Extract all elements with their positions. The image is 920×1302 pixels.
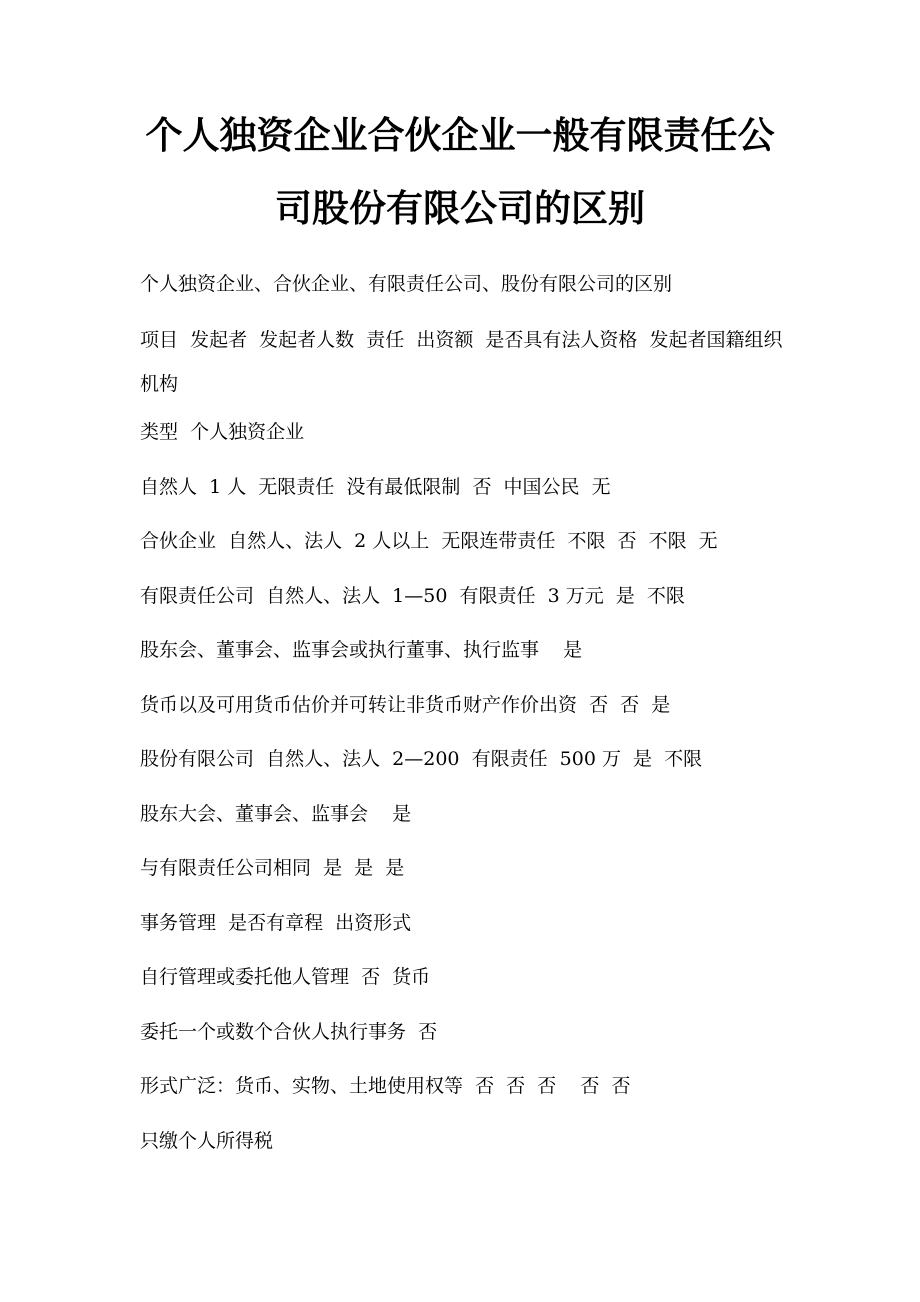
paragraph-llc-capital: 货币以及可用货币估价并可转让非货币财产作价出资 否 否 是 (140, 694, 671, 716)
paragraph-joint-stock-capital: 与有限责任公司相同 是 是 是 (140, 857, 405, 879)
paragraph-tax: 只缴个人所得税 (140, 1130, 274, 1152)
paragraph-partnership-management: 委托一个或数个合伙人执行事务 否 (140, 1021, 438, 1043)
document-title-line-2: 司股份有限公司的区别 (275, 186, 645, 230)
document-title-line-1: 个人独资企业合伙企业一般有限责任公 (145, 113, 775, 157)
paragraph-joint-stock: 股份有限公司 自然人、法人 2—200 有限责任 500 万 是 不限 (140, 748, 703, 770)
paragraph-partnership: 合伙企业 自然人、法人 2 人以上 无限连带责任 不限 否 不限 无 (140, 530, 718, 552)
paragraph-intro: 个人独资企业、合伙企业、有限责任公司、股份有限公司的区别 (140, 273, 673, 295)
paragraph-management-header: 事务管理 是否有章程 出资形式 (140, 912, 412, 934)
paragraph-sole-proprietorship: 自然人 1 人 无限责任 没有最低限制 否 中国公民 无 (140, 476, 611, 498)
paragraph-llc-organs: 股东会、董事会、监事会或执行董事、执行监事 是 (140, 639, 583, 661)
paragraph-sole-management: 自行管理或委托他人管理 否 货币 (140, 966, 431, 988)
paragraph-type-row: 类型 个人独资企业 (140, 421, 305, 443)
paragraph-capital-forms: 形式广泛：货币、实物、土地使用权等 否 否 否 否 否 (140, 1075, 631, 1097)
paragraph-header-row: 项目 发起者 发起者人数 责任 出资额 是否具有法人资格 发起者国籍组织机构 (140, 329, 783, 395)
paragraph-joint-stock-organs: 股东大会、董事会、监事会 是 (140, 803, 412, 825)
paragraph-llc: 有限责任公司 自然人、法人 1—50 有限责任 3 万元 是 不限 (140, 585, 685, 607)
